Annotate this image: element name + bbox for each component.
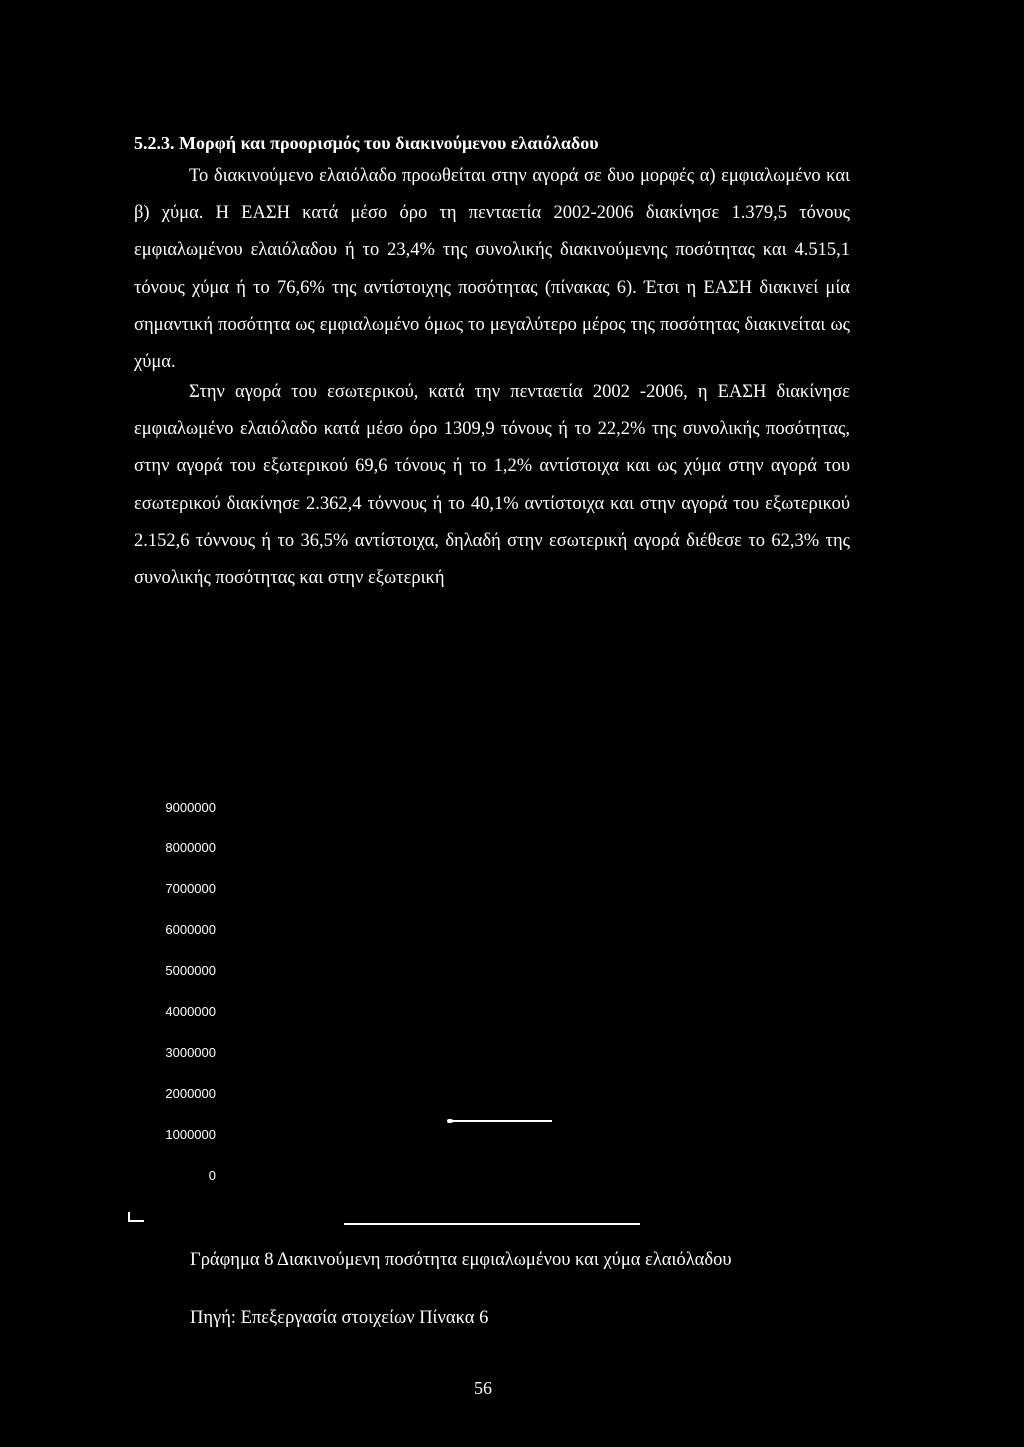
paragraph-2: Στην αγορά του εσωτερικού, κατά την πενταετία 2002 -2006, η ΕΑΣΗ διακίνησε εμφιαλωμένο ελαιόλαδο κατά μέσο όρο 1309,9 τόνους ή το 22,2% της συνολικής ποσότητας, στην αγορά του εξωτερικού 69,6 τόνους ή το 1,2% αντίστοιχα και ως χύμα στην αγορά του εσωτερικού διακίνησε 2.362,4 τόννους ή το 40,1% αντίστοιχα και στην αγορά του εξωτερικού 2.152,6 τόννους ή το 36,5% αντίστοιχα, δηλαδή στην εσωτερική αγορά διέθεσε το 62,3% της συνολικής ποσότητας και στην εξωτερική: [134, 382, 850, 589]
series-point-0: [447, 1119, 453, 1123]
paragraph-1: Το διακινούμενο ελαιόλαδο προωθείται στην αγορά σε δυο μορφές α) εμφιαλωμένο και β) χύμα. Η ΕΑΣΗ κατά μέσο όρο τη πενταετία 2002-2006 διακίνησε 1.379,5 τόνους εμφιαλωμένου ελαιόλαδου ή το 23,4% της συνολικής διακινούμενης ποσότητας και 4.515,1 τόνους χύμα ή το 76,6% της αντίστοιχης ποσότητας (πίνακας 6). Έτσι η ΕΑΣΗ διακινεί μία σημαντική ποσότητα ως εμφιαλωμένο όμως το μεγαλύτερο μέρος της ποσότητας διακινείται ως χύμα.: [134, 166, 850, 373]
page-number: 56: [474, 1378, 492, 1398]
y-tick-label: 1000000: [165, 1127, 216, 1142]
series-line-0: [450, 1120, 552, 1122]
axis-corner-horizontal: [128, 1220, 144, 1222]
y-tick-label: 9000000: [165, 800, 216, 815]
figure-caption: Γράφημα 8 Διακινούμενη ποσότητα εμφιαλωμένου και χύμα ελαιόλαδου: [190, 1250, 732, 1270]
section-heading: 5.2.3. Μορφή και προορισμός του διακινούμενου ελαιόλαδου: [134, 133, 599, 153]
y-tick-label: 2000000: [165, 1086, 216, 1101]
figure-source: Πηγή: Επεξεργασία στοιχείων Πίνακα 6: [190, 1308, 489, 1328]
y-tick-label: 7000000: [165, 881, 216, 896]
y-tick-label: 6000000: [165, 922, 216, 937]
y-tick-label: 3000000: [165, 1045, 216, 1060]
y-tick-label: 5000000: [165, 963, 216, 978]
y-tick-label: 0: [208, 1168, 216, 1183]
y-tick-label: 4000000: [165, 1004, 216, 1019]
baseline-rule: [344, 1223, 640, 1225]
y-tick-label: 8000000: [165, 840, 216, 855]
